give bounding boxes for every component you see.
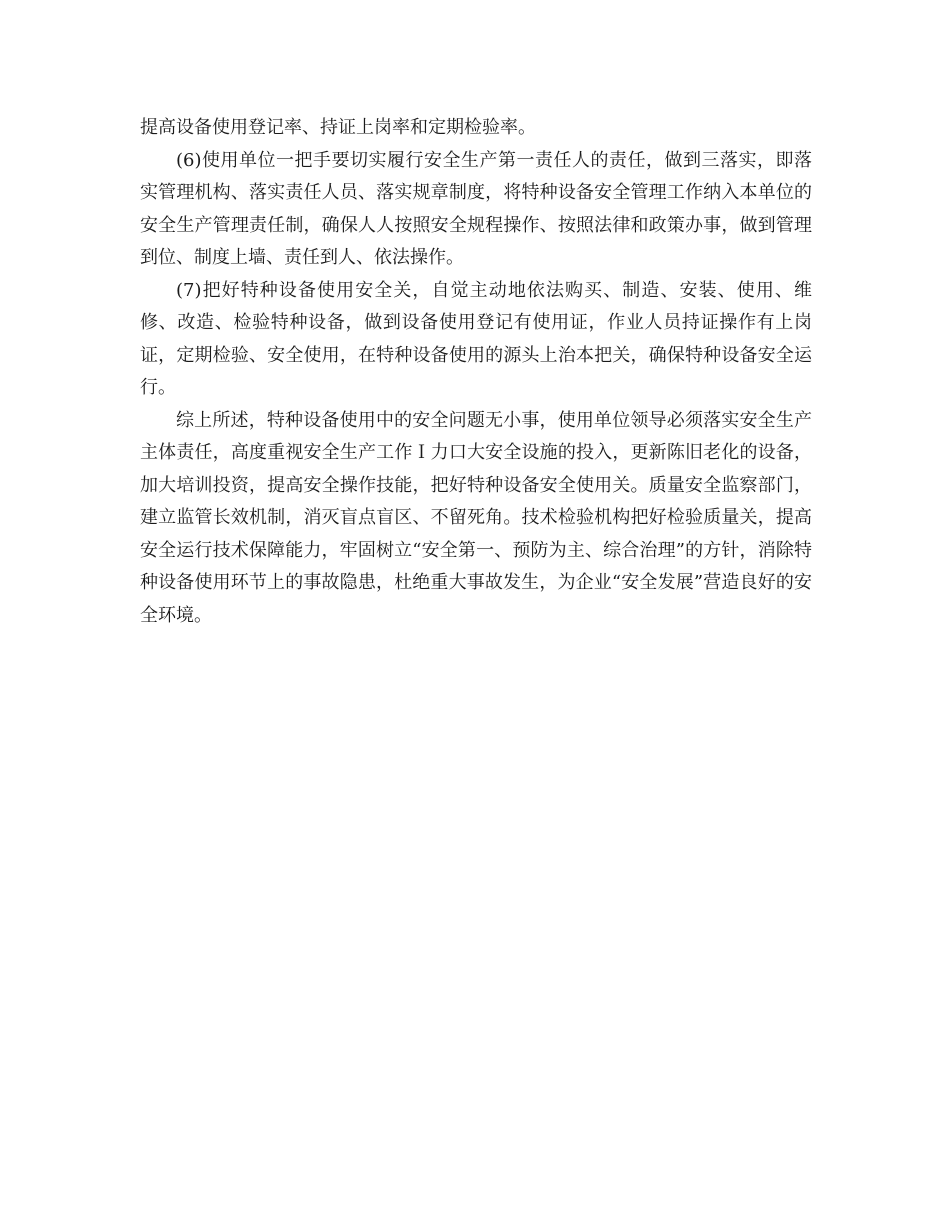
paragraph-item-7: (7)把好特种设备使用安全关，自觉主动地依法购买、制造、安装、使用、维修、改造、检验特种设备，做到设备使用登记有使用证，作业人员持证操作有上岗证，定期检验、安全使用，在特种设备使用的源头上治本把关，确保特种设备安全运行。: [140, 279, 812, 398]
document-body: [140, 112, 812, 632]
paragraph-item-6: (6)使用单位一把手要切实履行安全生产第一责任人的责任，做到三落实，即落实管理机构、落实责任人员、落实规章制度，将特种设备安全管理工作纳入本单位的安全生产管理责任制，确保人人按照安全规程操作、按照法律和政策办事，做到管理到位、制度上墙、责任到人、依法操作。: [140, 149, 812, 268]
paragraph-conclusion: 综上所述，特种设备使用中的安全问题无小事，使用单位领导必须落实安全生产主体责任，高度重视安全生产工作Ｉ力口大安全设施的投入，更新陈旧老化的设备，加大培训投资，提高安全操作技能，把好特种设备安全使用关。质量安全监察部门，建立监管长效机制，消灭盲点盲区、不留死角。技术检验机构把好检验质量关，提高安全运行技术保障能力，牢固树立“安全第一、预防为主、综合治理”的方针，消除特种设备使用环节上的事故隐患，杜绝重大事故发生，为企业“安全发展”营造良好的安全环境。: [140, 409, 812, 626]
paragraph-continuation: 提高设备使用登记率、持证上岗率和定期检验率。: [140, 117, 536, 138]
